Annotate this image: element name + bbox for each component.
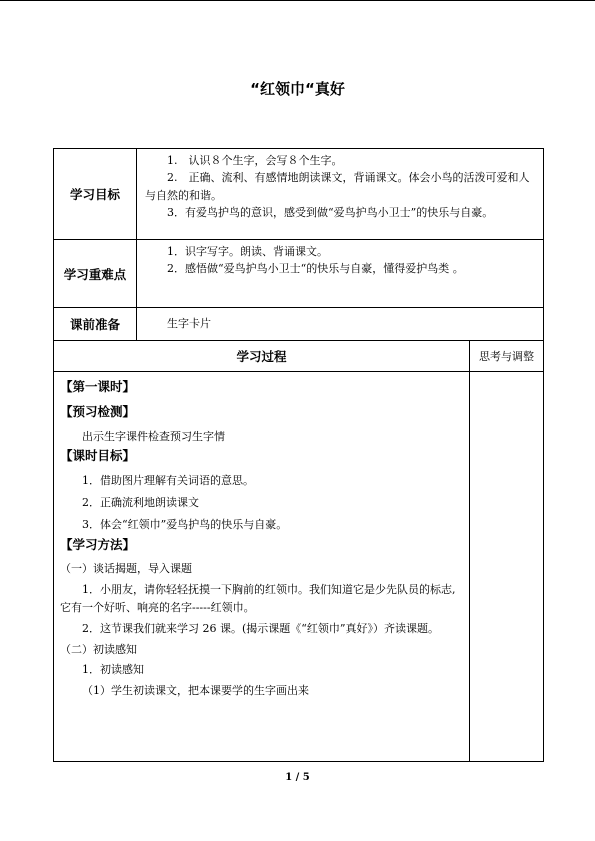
process-header-row xyxy=(54,341,544,372)
goals-content xyxy=(137,149,544,240)
lesson-goal-item: 1．借助图片理解有关词语的意思。 xyxy=(82,474,254,488)
goals-label: 学习目标 xyxy=(54,149,137,240)
process-content xyxy=(54,372,470,762)
goal-item: 3．有爱鸟护鸟的意识，感受到做“爱鸟护鸟小卫士”的快乐与自豪。 xyxy=(167,206,494,220)
preview-text: 出示生字课件检查预习生字情 xyxy=(82,429,225,443)
keypoint-item: 2．感悟做“爱鸟护鸟小卫士“的快乐与自豪，懂得爱护鸟类 。 xyxy=(167,262,464,276)
prep-label: 课前准备 xyxy=(54,308,137,341)
prep-text: 生字卡片 xyxy=(167,317,211,331)
section-preview-check: 【预习检测】 xyxy=(60,403,136,419)
method-paragraph: 2．这节课我们就来学习 26 课。(揭示课题《“红领巾”真好》）齐读课题。 xyxy=(82,621,440,635)
section-lesson-goals: 【课时目标】 xyxy=(60,448,136,464)
goal-item: 1. 认识８个生字，会写８个生字。 xyxy=(167,154,343,167)
method-paragraph: （1）学生初读课文，把本课要学的生字画出来 xyxy=(82,684,309,698)
section-methods: 【学习方法】 xyxy=(60,536,136,552)
lesson-plan-table xyxy=(53,148,544,762)
method-paragraph: 1．初读感知 xyxy=(82,663,144,677)
keypoint-item: 1．识字写字。朗读、背诵课文。 xyxy=(167,245,328,258)
keypoints-row xyxy=(54,240,544,308)
reflection-header: 思考与调整 xyxy=(470,341,544,372)
page-top-rule xyxy=(0,0,595,1)
keypoints-content xyxy=(137,240,544,308)
goals-row xyxy=(54,149,544,240)
method-paragraph: 1．小朋友，请你轻轻抚摸一下胸前的红领巾。我们知道它是少先队员的标志,它有一个好听、响亮的名字-----红领巾。 xyxy=(60,583,456,614)
method-step-heading: （二）初读感知 xyxy=(60,642,137,656)
keypoints-label: 学习重难点 xyxy=(54,240,137,308)
page-number: 1 / 5 xyxy=(285,772,310,783)
process-body-row xyxy=(54,372,544,762)
lesson-goal-item: 2．正确流利地朗读课文 xyxy=(82,495,199,509)
page-title: “红领巾“真好 xyxy=(250,80,345,98)
prep-row xyxy=(54,308,544,341)
lesson-goal-item: 3．体会“红领巾”爱鸟护鸟的快乐与自豪。 xyxy=(82,517,288,531)
prep-content xyxy=(137,308,544,341)
reflection-column xyxy=(470,372,544,762)
section-first-lesson: 【第一课时】 xyxy=(60,379,136,394)
method-step-heading: （一）谈话揭题，导入课题 xyxy=(60,562,192,576)
goal-item: 2. 正确、流利、有感情地朗读课文，背诵课文。体会小鸟的活泼可爱和人与自然的和谐。 xyxy=(145,171,530,202)
process-header: 学习过程 xyxy=(54,341,470,372)
